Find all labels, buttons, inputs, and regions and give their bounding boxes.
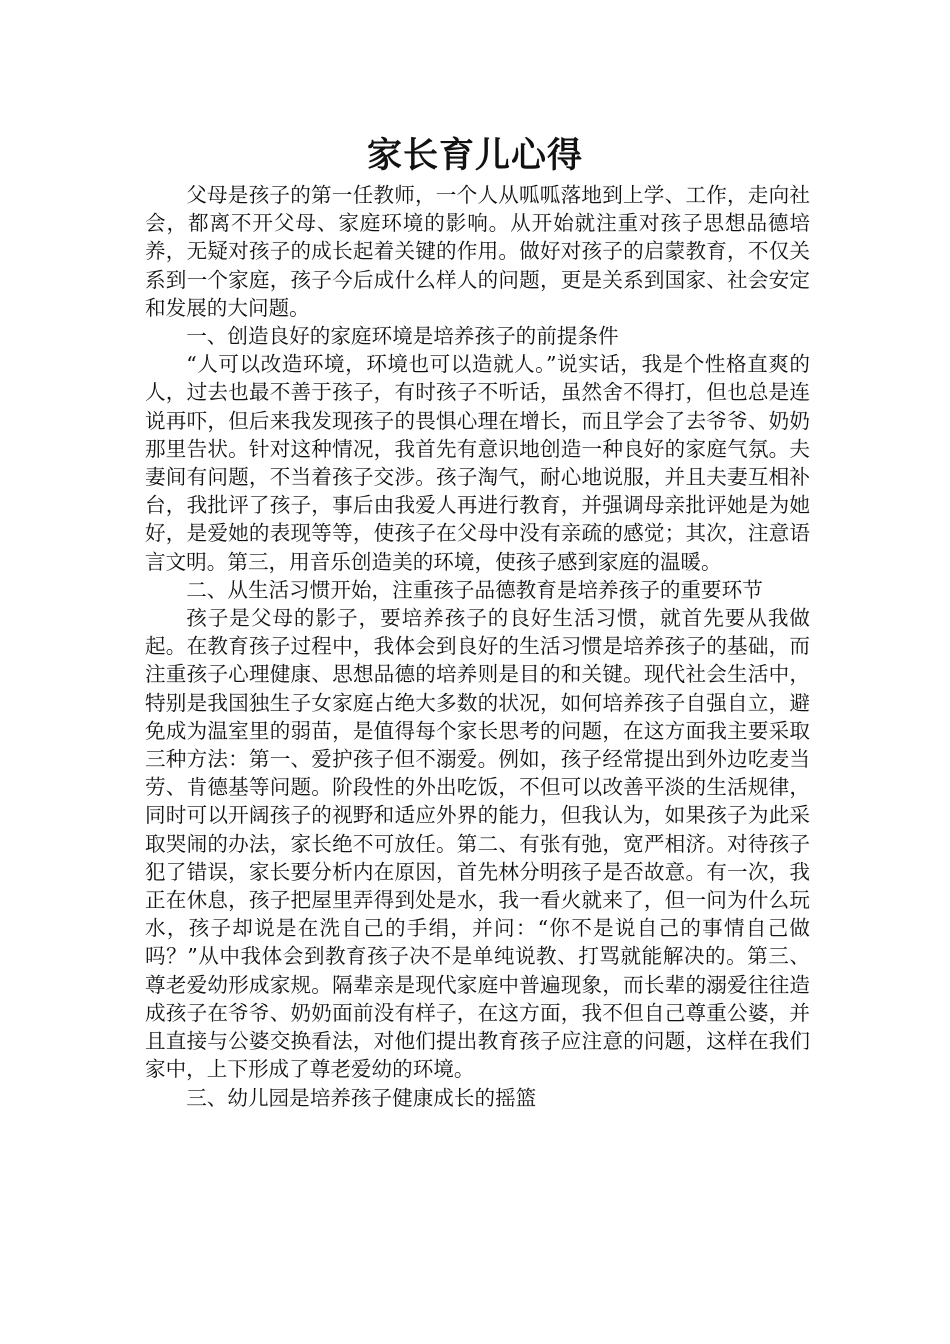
section-1-paragraph: “人可以改造环境，环境也可以造就人。”说实话，我是个性格直爽的人，过去也最不善于孩子，有时孩子不听话，虽然舍不得打，但也总是连说再吓，但后来我发现孩子的畏惧心理在增长，而且学会了去爷爷、奶奶那里告状。针对这种情况，我首先有意识地创造一种良好的家庭气氛。夫妻间有问题，不当着孩子交涉。孩子淘气，耐心地说服，并且夫妻互相补台，我批评了孩子，事后由我爱人再进行教育，并强调母亲批评她是为她好，是爱她的表现等等，使孩子在父母中没有亲疏的感觉；其次，注意语言文明。第三，用音乐创造美的环境，使孩子感到家庭的温暖。	[145, 352, 810, 574]
intro-paragraph: 父母是孩子的第一任教师，一个人从呱呱落地到上学、工作，走向社会，都离不开父母、家庭环境的影响。从开始就注重对孩子思想品德培养，无疑对孩子的成长起着关键的作用。做好对孩子的启蒙教育，不仅关系到一个家庭，孩子今后成什么样人的问题，更是关系到国家、社会安定和发展的大问题。	[145, 183, 810, 320]
section-heading-3: 三、幼儿园是培养孩子健康成长的摇篮	[186, 1085, 537, 1110]
section-heading-1: 一、创造良好的家庭环境是培养孩子的前提条件	[186, 324, 619, 349]
section-heading-2: 二、从生活习惯开始，注重孩子品德教育是培养孩子的重要环节	[186, 577, 763, 602]
document-body	[145, 181, 810, 1112]
document-title: 家长育儿心得	[366, 135, 583, 176]
section-2-paragraph: 孩子是父母的影子，要培养孩子的良好生活习惯，就首先要从我做起。在教育孩子过程中，我体会到良好的生活习惯是培养孩子的基础，而注重孩子心理健康、思想品德的培养则是目的和关键。现代社会生活中，特别是我国独生子女家庭占绝大多数的状况，如何培养孩子自强自立，避免成为温室里的弱苗，是值得每个家长思考的问题，在这方面我主要采取三种方法：第一、爱护孩子但不溺爱。例如，孩子经常提出到外边吃麦当劳、肯德基等问题。阶段性的外出吃饭，不但可以改善平淡的生活规律，同时可以开阔孩子的视野和适应外界的能力，但我认为，如果孩子为此采取哭闹的办法，家长绝不可放任。第二、有张有弛，宽严相济。对待孩子犯了错误，家长要分析内在原因，首先林分明孩子是否故意。有一次，我正在休息，孩子把屋里弄得到处是水，我一看火就来了，但一问为什么玩水，孩子却说是在洗自己的手绢，并问：“你不是说自己的事情自己做吗？”从中我体会到教育孩子决不是单纯说教、打骂就能解决的。第三、尊老爱幼形成家规。隔辈亲是现代家庭中普遍现象，而长辈的溺爱往往造成孩子在爷爷、奶奶面前没有样子，在这方面，我不但自己尊重公婆，并且直接与公婆交换看法，对他们提出教育孩子应注意的问题，这样在我们家中，上下形成了尊老爱幼的环境。	[145, 606, 810, 1082]
